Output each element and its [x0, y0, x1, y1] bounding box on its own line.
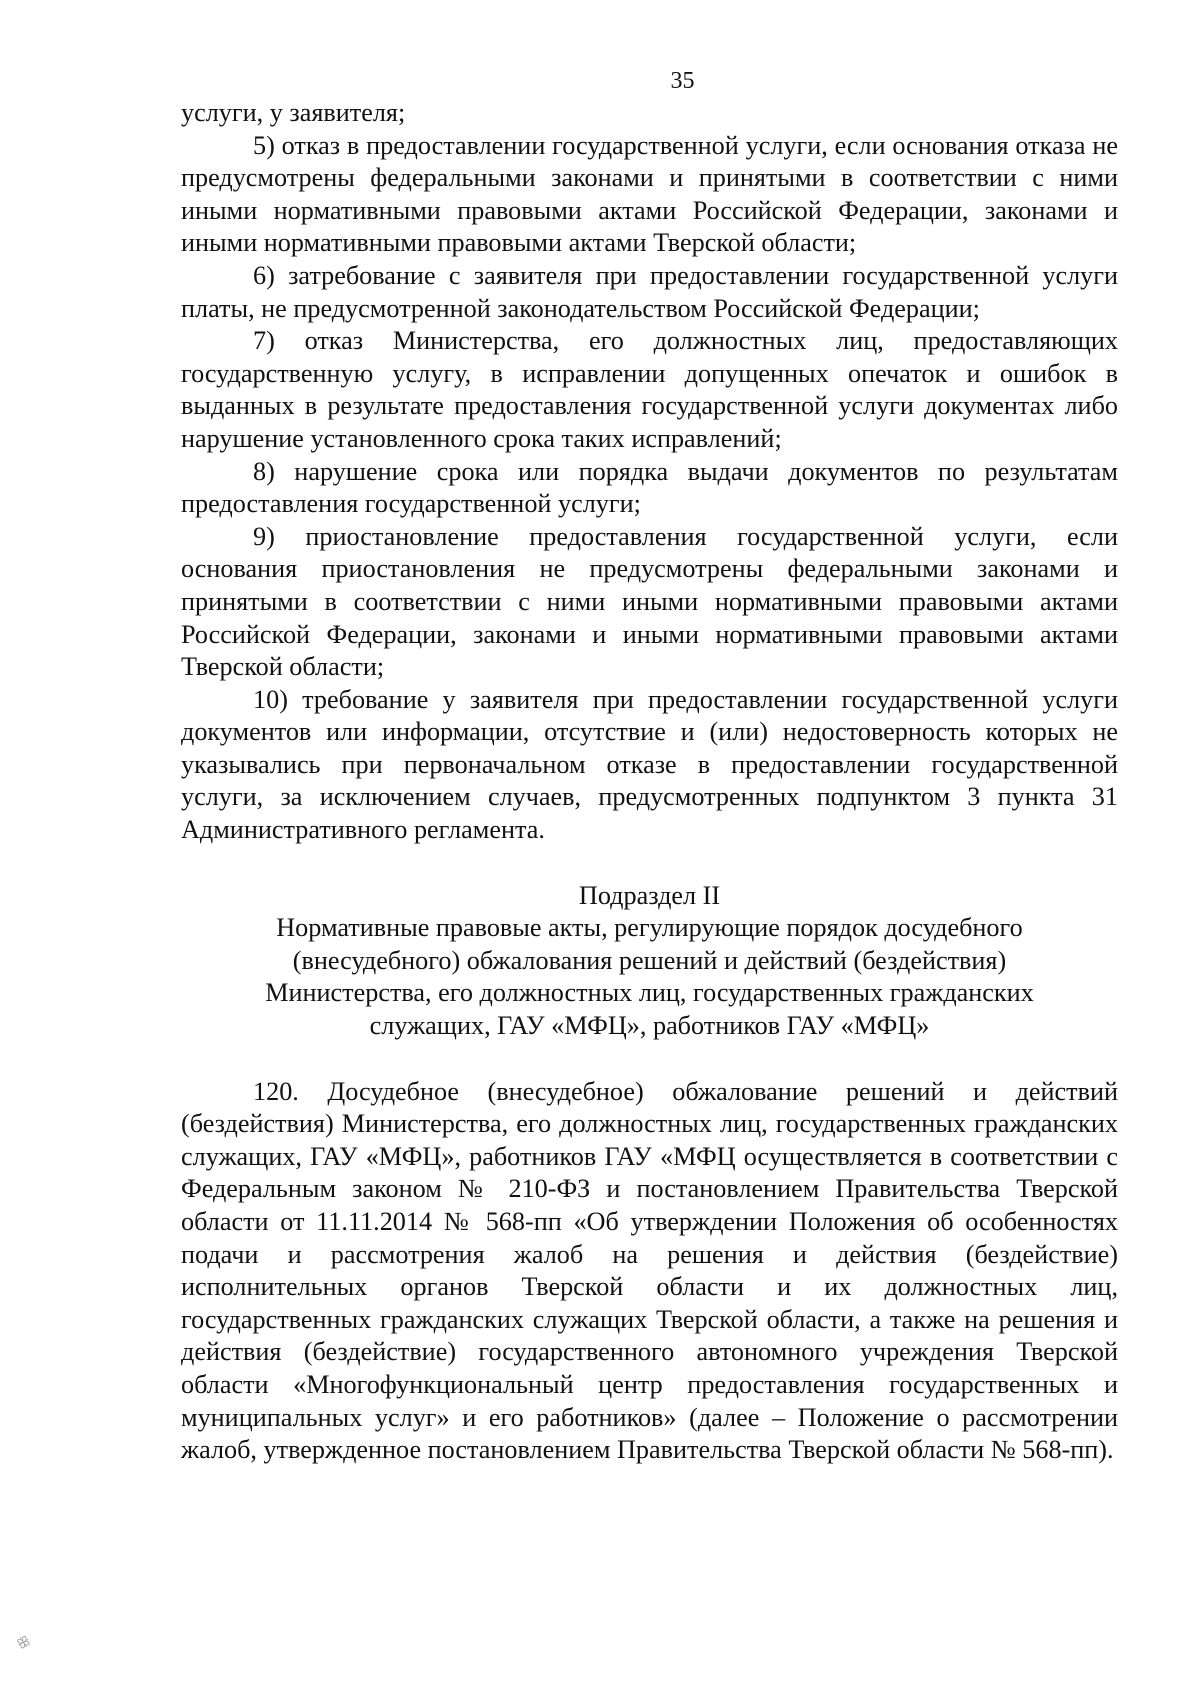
section-title-line: Нормативные правовые акты, регулирующие порядок досудебного	[276, 913, 1023, 943]
scan-artifact-mark: ꕥ	[14, 1633, 34, 1654]
section-title-line: служащих, ГАУ «МФЦ», работников ГАУ «МФЦ»	[369, 1011, 930, 1041]
list-item-9: 9) приостановление предоставления государственной услуги, если основания приостановления не предусмотрены федеральными законами и принятыми в соответствии с ними иными нормативными правовыми актами Российской Федерации, законами и иными нормативными правовыми актами Тверской области;	[181, 521, 1118, 682]
list-item-5: 5) отказ в предоставлении государственной услуги, если основания отказа не предусмотрены федеральными законами и принятыми в соответствии с ними иными нормативными правовыми актами Российской Федерации, законами и иными нормативными правовыми актами Тверской области;	[181, 130, 1118, 258]
list-item-10: 10) требование у заявителя при предоставлении государственной услуги документов или информации, отсутствие и (или) недостоверность которых не указывались при первоначальном отказе в предоставлении государственной услуги, за исключением случаев, предусмотренных подпунктом 3 пункта 31 Административного регламента.	[181, 684, 1118, 845]
list-item-8: 8) нарушение срока или порядка выдачи документов по результатам предоставления государственной услуги;	[181, 456, 1118, 519]
section-title-line: Министерства, его должностных лиц, государственных гражданских	[265, 978, 1034, 1008]
paragraph-120: 120. Досудебное (внесудебное) обжалование решений и действий (бездействия) Министерства, его должностных лиц, государственных гражданских служащих, ГАУ «МФЦ», работников ГАУ «МФЦ осуществляется в соответствии с Федеральным законом № 210-ФЗ и постановлением Правительства Тверской области от 11.11.2014 № 568-пп «Об утверждении Положения об особенностях подачи и рассмотрения жалоб на решения и действия (бездействие) исполнительных органов Тверской области и их должностных лиц, государственных гражданских служащих Тверской области, а также на решения и действия (бездействие) государственного автономного учреждения Тверской области «Многофункциональный центр предоставления государственных и муниципальных услуг» и его работников» (далее – Положение о рассмотрении жалоб, утвержденное постановлением Правительства Тверской области № 568-пп).	[181, 1076, 1118, 1465]
paragraph-continuation: услуги, у заявителя;	[181, 98, 406, 127]
section-title-line: (внесудебного) обжалования решений и действий (бездействия)	[292, 945, 1007, 975]
list-item-6: 6) затребование с заявителя при предоставлении государственной услуги платы, не предусмотренной законодательством Российской Федерации;	[181, 260, 1118, 323]
section-heading	[181, 880, 1118, 1043]
section-label: Подраздел II	[578, 880, 721, 910]
document-body	[181, 97, 1118, 1467]
page-number: 35	[670, 68, 695, 94]
list-item-7: 7) отказ Министерства, его должностных лиц, предоставляющих государственную услугу, в исправлении допущенных опечаток и ошибок в выданных в результате предоставления государственной услуги документах либо нарушение установленного срока таких исправлений;	[181, 326, 1118, 453]
